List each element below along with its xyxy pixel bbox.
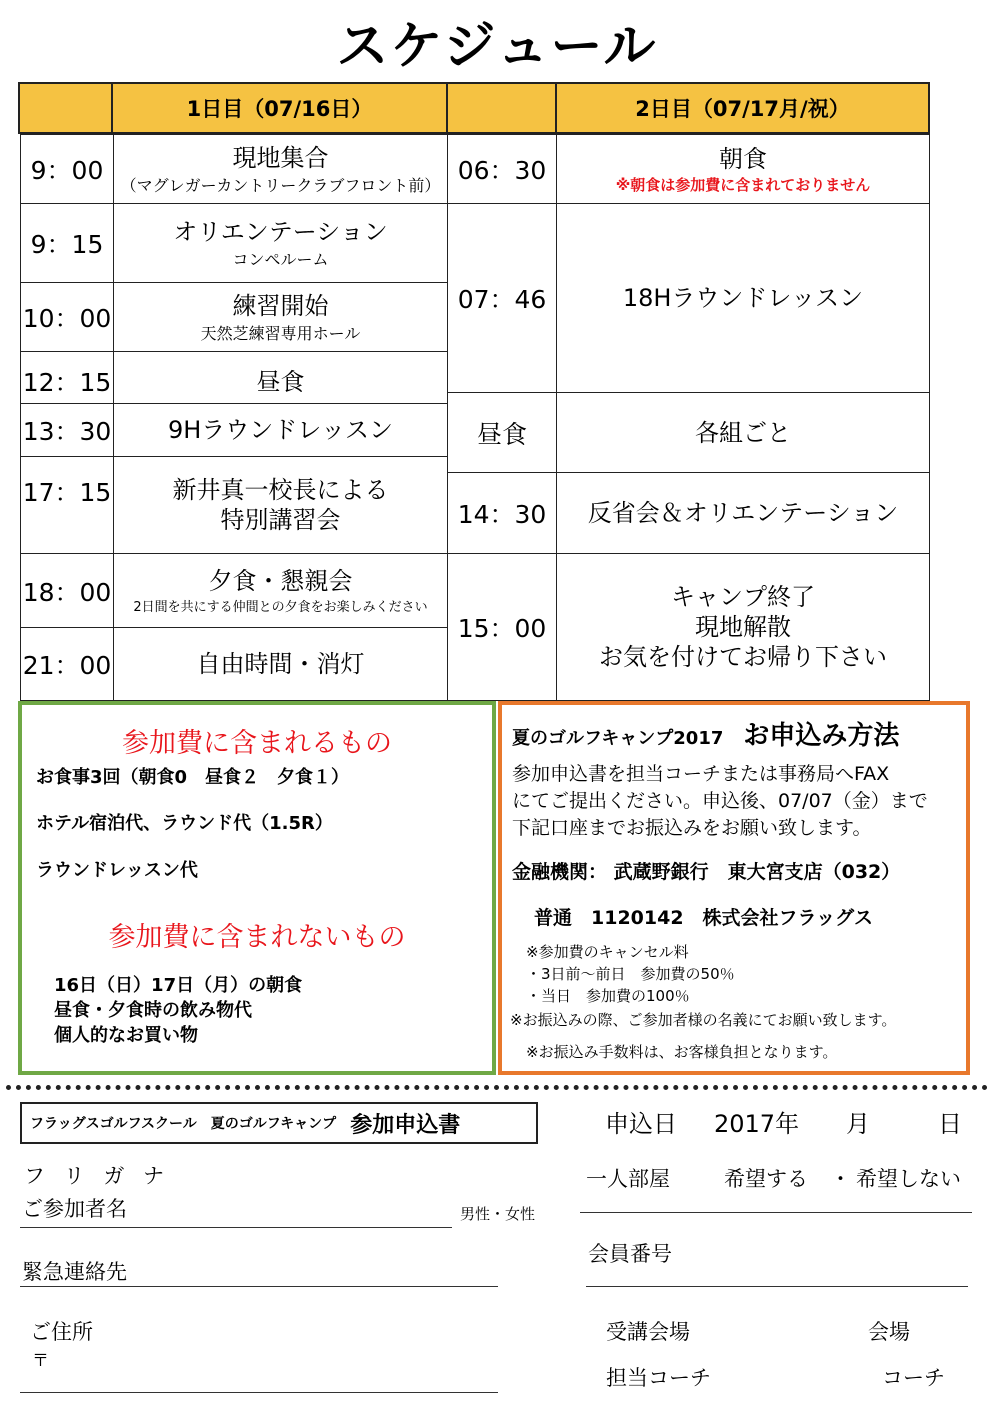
cut-line [6,1085,988,1090]
event-title: 昼食 [256,368,305,396]
apply-header [512,715,899,752]
bank-info: 金融機関： 武蔵野銀行 東大宮支店（032） [512,861,901,883]
event-title-2: 現地解散 [695,613,791,641]
day2-time: 15：00 [447,553,557,701]
camp-name: 夏のゴルフキャンプ2017 [512,728,724,749]
event-title: 新井真一校長による [172,476,389,504]
not-included-item: 個人的なお買い物 [54,1025,198,1046]
included-item: ラウンドレッスン代 [36,860,198,881]
furigana-label: フ リ ガ ナ [24,1164,171,1188]
page-title: スケジュール [336,17,658,77]
member-label: 会員番号 [588,1242,672,1266]
day2-event [556,472,930,554]
date-month: 月 [846,1110,870,1138]
fee-note: ※お振込み手数料は、お客様負担となります。 [526,1043,838,1061]
name-label: ご参加者名 [22,1197,127,1221]
coach-label: 担当コーチ [606,1366,711,1390]
event-sub: 天然芝練習専用ホール [200,323,361,343]
apply-body-line: 下記口座までお振込みをお願い致します。 [512,817,872,839]
event-title: 反省会＆オリエンテーション [587,499,899,527]
event-title: 練習開始 [232,291,329,320]
day1-event [113,627,448,701]
day2-event [556,134,930,204]
form-title-box [20,1102,538,1144]
included-item: お食事3回（朝食0 昼食２ 夕食１） [36,767,350,788]
day1-time: 9：15 [20,203,114,283]
apply-body [512,761,928,842]
account-info: 普通 1120142 株式会社フラッグス [534,907,873,929]
day1-event [113,351,448,404]
postal-mark: 〒 [32,1351,49,1371]
day1-event [113,456,448,554]
day1-time: 13：30 [20,403,114,457]
room-line [580,1212,972,1213]
day2-time: 14：30 [447,472,557,554]
day1-time: 9：00 [20,134,114,204]
emergency-label: 緊急連絡先 [22,1260,127,1284]
not-included-title: 参加費に含まれないもの [108,922,406,953]
address-field-line[interactable] [20,1392,498,1393]
apply-body-line: にてご提出ください。申込後、07/07（金）まで [512,790,928,812]
day2-time: 昼食 [447,392,557,473]
included-title: 参加費に含まれるもの [122,728,392,759]
venue-suffix: 会場 [868,1320,910,1344]
day2-header: 2日目（07/17月/祝） [555,82,930,134]
event-title: 夕食・懇親会 [208,567,353,595]
room-no-option[interactable]: 希望しない [856,1167,961,1191]
event-sub: コンペルーム [232,249,329,269]
transfer-note: ※お振込みの際、ご参加者様の名義にてお願い致します。 [510,1011,897,1029]
name-field-line[interactable] [20,1227,452,1228]
gender-option[interactable]: 男性・女性 [460,1205,536,1223]
day1-time: 10：00 [20,282,114,352]
day1-time: 18：00 [20,553,114,628]
coach-suffix: コーチ [882,1366,945,1390]
school-name: フラッグスゴルフスクール 夏のゴルフキャンプ [30,1116,337,1132]
day1-event [113,403,448,457]
apply-box [498,701,970,1075]
apply-body-line: 参加申込書を担当コーチまたは事務局へFAX [512,763,890,785]
venue-label: 受講会場 [606,1320,690,1344]
not-included-item: 16日（日）17日（月）の朝食 [54,975,303,996]
header-time-2 [446,82,557,134]
day2-time: 07：46 [447,203,557,393]
date-day: 日 [938,1110,962,1138]
day1-time: 12：15 [20,351,114,404]
event-sub: （マグレガーカントリークラブフロント前） [120,175,441,195]
not-included-item: 昼食・夕食時の飲み物代 [54,1000,252,1021]
date-label: 申込日 [605,1110,677,1138]
event-title: 各組ごと [695,418,791,447]
room-separator: ・ [830,1167,851,1191]
event-title-3: お気を付けてお帰り下さい [599,643,887,671]
apply-method-title: お申込み方法 [743,721,900,751]
room-yes-option[interactable]: 希望する [724,1167,808,1191]
event-title: 18Hラウンドレッスン [622,284,864,312]
member-field-line[interactable] [586,1286,968,1287]
day1-header: 1日目（07/16日） [111,82,448,134]
day1-event [113,203,448,283]
address-label: ご住所 [30,1320,93,1344]
cancel-note: ・3日前～前日 参加費の50％ [526,965,735,983]
day2-event [556,392,930,473]
day1-time: 17：15 [20,456,114,554]
day2-event [556,203,930,393]
form-title: 参加申込書 [350,1112,461,1138]
event-title: オリエンテーション [173,217,388,246]
header-time-1 [18,82,113,134]
day1-event [113,553,448,628]
event-title: 朝食 [719,144,767,173]
date-year: 2017年 [714,1110,800,1138]
included-item: ホテル宿泊代、ラウンド代（1.5R） [36,813,333,834]
cancel-note: ・当日 参加費の100％ [526,987,690,1005]
room-label: 一人部屋 [586,1167,670,1191]
day2-time: 06：30 [447,134,557,204]
day2-event [556,553,930,701]
event-title: 自由時間・消灯 [196,650,365,678]
event-title: キャンプ終了 [671,583,815,611]
day1-event [113,282,448,352]
day1-time: 21：00 [20,627,114,701]
breakfast-note: ※朝食は参加費に含まれておりません [615,175,871,194]
event-title: 9Hラウンドレッスン [167,416,394,444]
cancel-note: ※参加費のキャンセル料 [526,943,689,961]
emergency-field-line[interactable] [20,1286,498,1287]
event-title-2: 特別講習会 [220,506,341,534]
event-sub: 2日間を共にする仲間との夕食をお楽しみください [133,600,428,615]
day1-event [113,134,448,204]
event-title: 現地集合 [232,143,329,172]
included-box [18,701,496,1075]
